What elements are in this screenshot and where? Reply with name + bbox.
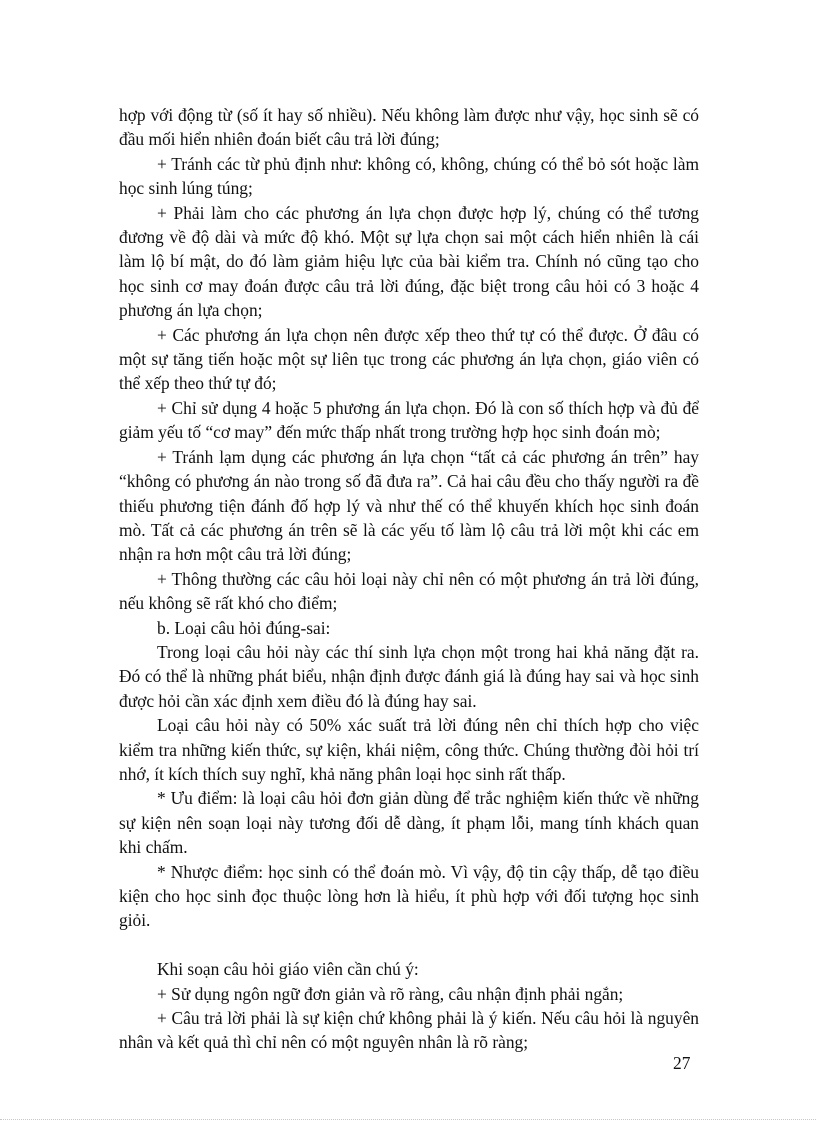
body-paragraph: + Câu trả lời phải là sự kiện chứ không phải là ý kiến. Nếu câu hỏi là nguyên nhân và kết quả thì chỉ nên có một nguyên nhân là rõ ràng;: [119, 1008, 699, 1053]
page-bottom-divider: [0, 1119, 816, 1120]
body-paragraph: + Thông thường các câu hỏi loại này chỉ nên có một phương án trả lời đúng, nếu không sẽ rất khó cho điểm;: [119, 568, 699, 614]
body-paragraph: hợp với động từ (số ít hay số nhiều). Nếu không làm được như vậy, học sinh sẽ có đầu mối hiển nhiên đoán biết câu trả lời đúng;: [119, 105, 699, 150]
body-paragraph: + Chỉ sử dụng 4 hoặc 5 phương án lựa chọn. Đó là con số thích hợp và đủ để giảm yếu tố “cơ may” đến mức thấp nhất trong trường hợp học sinh đoán mò;: [119, 397, 699, 443]
body-paragraph: Loại câu hỏi này có 50% xác suất trả lời đúng nên chỉ thích hợp cho việc kiểm tra những kiến thức, sự kiện, khái niệm, công thức. Chúng thường đòi hỏi trí nhớ, ít kích thích suy nghĩ, khả năng phân loại học sinh rất thấp.: [119, 715, 699, 784]
body-paragraph: + Phải làm cho các phương án lựa chọn được hợp lý, chúng có thể tương đương về độ dài và mức độ khó. Một sự lựa chọn sai một cách hiển nhiên là cái làm lộ bí mật, do đó làm giảm hiệu lực của bài kiểm tra. Chính nó cũng tạo cho học sinh cơ may đoán được câu trả lời đúng, đặc biệt trong câu hỏi có 3 hoặc 4 phương án lựa chọn;: [119, 202, 699, 321]
body-paragraph: + Các phương án lựa chọn nên được xếp theo thứ tự có thể được. Ở đâu có một sự tăng tiến hoặc một sự liên tục trong các phương án lựa chọn, giáo viên có thể xếp theo thứ tự đó;: [119, 324, 699, 394]
body-paragraph: + Sử dụng ngôn ngữ đơn giản và rõ ràng, câu nhận định phải ngắn;: [157, 983, 624, 1004]
body-paragraph: b. Loại câu hỏi đúng-sai:: [157, 617, 331, 638]
body-paragraph: + Tránh các từ phủ định như: không có, không, chúng có thể bỏ sót hoặc làm học sinh lúng túng;: [119, 153, 699, 199]
body-paragraph: Khi soạn câu hỏi giáo viên cần chú ý:: [157, 959, 419, 980]
body-text: [119, 103, 699, 1055]
page-number: 27: [673, 1053, 691, 1073]
body-paragraph: + Tránh lạm dụng các phương án lựa chọn “tất cả các phương án trên” hay “không có phương án nào trong số đã đưa ra”. Cả hai câu đều cho thấy người ra đề thiếu phương tiện đánh đố hợp lý và như thế có thể khuyến khích học sinh đoán mò. Tất cả các phương án trên sẽ là các yếu tố làm lộ câu trả lời một khi các em nhận ra hơn một câu trả lời đúng;: [119, 446, 699, 565]
body-paragraph: * Nhược điểm: học sinh có thể đoán mò. Vì vậy, độ tin cậy thấp, dễ tạo điều kiện cho học sinh đọc thuộc lòng hơn là hiểu, ít phù hợp với đối tượng học sinh giỏi.: [119, 861, 699, 931]
body-paragraph: * Ưu điểm: là loại câu hỏi đơn giản dùng để trắc nghiệm kiến thức về những sự kiện nên soạn loại này tương đối dễ dàng, ít phạm lỗi, mang tính khách quan khi chấm.: [119, 788, 699, 858]
body-paragraph: Trong loại câu hỏi này các thí sinh lựa chọn một trong hai khả năng đặt ra. Đó có thể là những phát biểu, nhận định được đánh giá là đúng hay sai và học sinh được hỏi cần xác định xem điều đó là đúng hay sai.: [119, 641, 699, 711]
